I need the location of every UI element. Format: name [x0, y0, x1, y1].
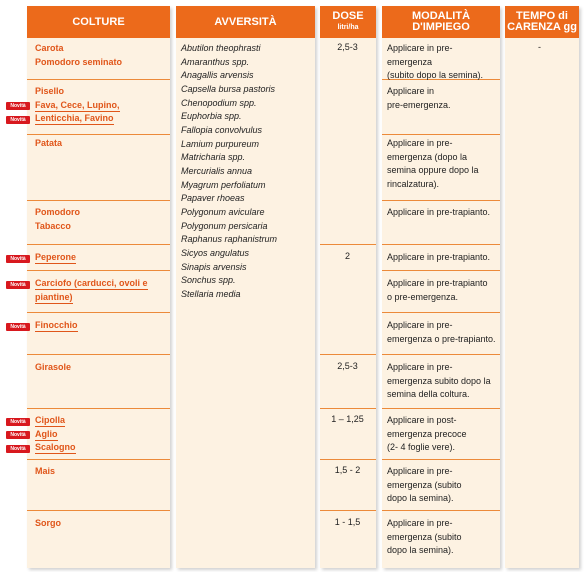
dose-value: 2,5-3 — [337, 42, 358, 52]
modalita-separator — [382, 200, 500, 201]
row-separator — [27, 459, 170, 460]
row-separator — [27, 408, 170, 409]
novita-badge: Novità — [6, 102, 30, 110]
crop-finocchio: Finocchio — [35, 320, 78, 330]
crop-peperone: Peperone — [35, 252, 77, 262]
header-modalita: MODALITÀ D'IMPIEGO — [382, 6, 500, 38]
row-separator — [27, 354, 170, 355]
crop-pisello: Pisello Fava, Cece, Lupino, Lenticchia, Favino — [35, 86, 120, 124]
crop-patata: Patata — [35, 138, 63, 148]
modalita-cell: Applicare in pre- emergenza (subito dopo la semina). — [387, 518, 462, 556]
dose-value: 1,5 - 2 — [334, 465, 361, 475]
carenza-column — [505, 6, 579, 568]
novita-badge: Novità — [6, 281, 30, 289]
row-separator — [27, 244, 170, 245]
modalita-separator — [382, 354, 500, 355]
modalita-cell: Applicare in pre-trapianto. — [387, 252, 491, 262]
crop-sorgo: Sorgo — [35, 518, 61, 528]
header-colture: COLTURE — [27, 6, 170, 38]
dose-separator — [320, 510, 376, 511]
crop-mais: Mais — [35, 466, 56, 476]
crop-carota: Carota Pomodoro seminato — [35, 43, 123, 67]
modalita-separator — [382, 312, 500, 313]
row-separator — [27, 134, 170, 135]
row-separator — [27, 79, 170, 80]
modalita-cell: Applicare in pre- emergenza (subito dopo la semina). — [387, 466, 462, 504]
carenza-value: - — [538, 42, 541, 52]
modalita-cell: Applicare in pre- emergenza o pre-trapianto. — [387, 320, 496, 344]
novita-badge: Novità — [6, 445, 30, 453]
novita-badge: Novità — [6, 116, 30, 124]
row-separator — [27, 510, 170, 511]
modalita-separator — [382, 459, 500, 460]
modalita-cell: Applicare in pre-trapianto. — [387, 207, 491, 217]
header-avversita: AVVERSITÀ — [176, 6, 315, 38]
header-carenza: TEMPO di CARENZA gg — [505, 6, 579, 38]
modalita-cell: Applicare in pre-trapianto o pre-emergenza. — [387, 278, 488, 302]
dose-value: 1 – 1,25 — [331, 414, 364, 424]
avversita-list: Abutilon theophrasti Amaranthus spp. Anagallis arvensis Capsella bursa pastoris Chenopodium spp. Euphorbia spp. Fallopia convolvulus Lamium purpureum Matricharia spp. Mercurialis annua Myagrum perfoliatum Papaver rhoeas Polygonum aviculare Polygonum persicaria Raphanus raphanistrum Sicyos angulatus Sinapis arvensis Sonchus spp. Stellaria media — [181, 43, 278, 299]
modalita-separator — [382, 270, 500, 271]
modalita-cell: Applicare in post- emergenza precoce (2- 4 foglie vere). — [387, 415, 467, 453]
header-dose: DOSE litri/ha — [320, 6, 376, 38]
dose-value: 1 - 1,5 — [334, 517, 361, 527]
dose-separator — [320, 354, 376, 355]
dose-value: 2 — [344, 251, 350, 261]
modalita-separator — [382, 408, 500, 409]
modalita-cell: Applicare in pre- emergenza (dopo la semina oppure dopo la rincalzatura). — [387, 138, 479, 189]
row-separator — [27, 312, 170, 313]
modalita-separator — [382, 244, 500, 245]
modalita-cell: Applicare in pre-emergenza (subito dopo la semina). — [387, 43, 484, 81]
row-separator — [27, 200, 170, 201]
dose-separator — [320, 459, 376, 460]
novita-badge: Novità — [6, 255, 30, 263]
crop-pomodoro: Pomodoro Tabacco — [35, 207, 80, 231]
crop-carciofo: Carciofo (carducci, ovoli e piantine) — [35, 278, 148, 302]
crop-girasole: Girasole — [35, 362, 72, 372]
modalita-separator — [382, 510, 500, 511]
novita-badge: Novità — [6, 323, 30, 331]
modalita-cell: Applicare in pre- emergenza subito dopo la semina della coltura. — [387, 362, 491, 400]
novita-badge: Novità — [6, 418, 30, 426]
dose-separator — [320, 408, 376, 409]
dose-column — [320, 6, 376, 568]
crop-cipolla: Cipolla Aglio Scalogno — [35, 415, 76, 453]
row-separator — [27, 270, 170, 271]
novita-badge: Novità — [6, 431, 30, 439]
dose-value: 2,5-3 — [337, 361, 358, 371]
dose-separator — [320, 244, 376, 245]
modalita-separator — [382, 134, 500, 135]
modalita-cell: Applicare in pre-emergenza. — [387, 86, 451, 110]
